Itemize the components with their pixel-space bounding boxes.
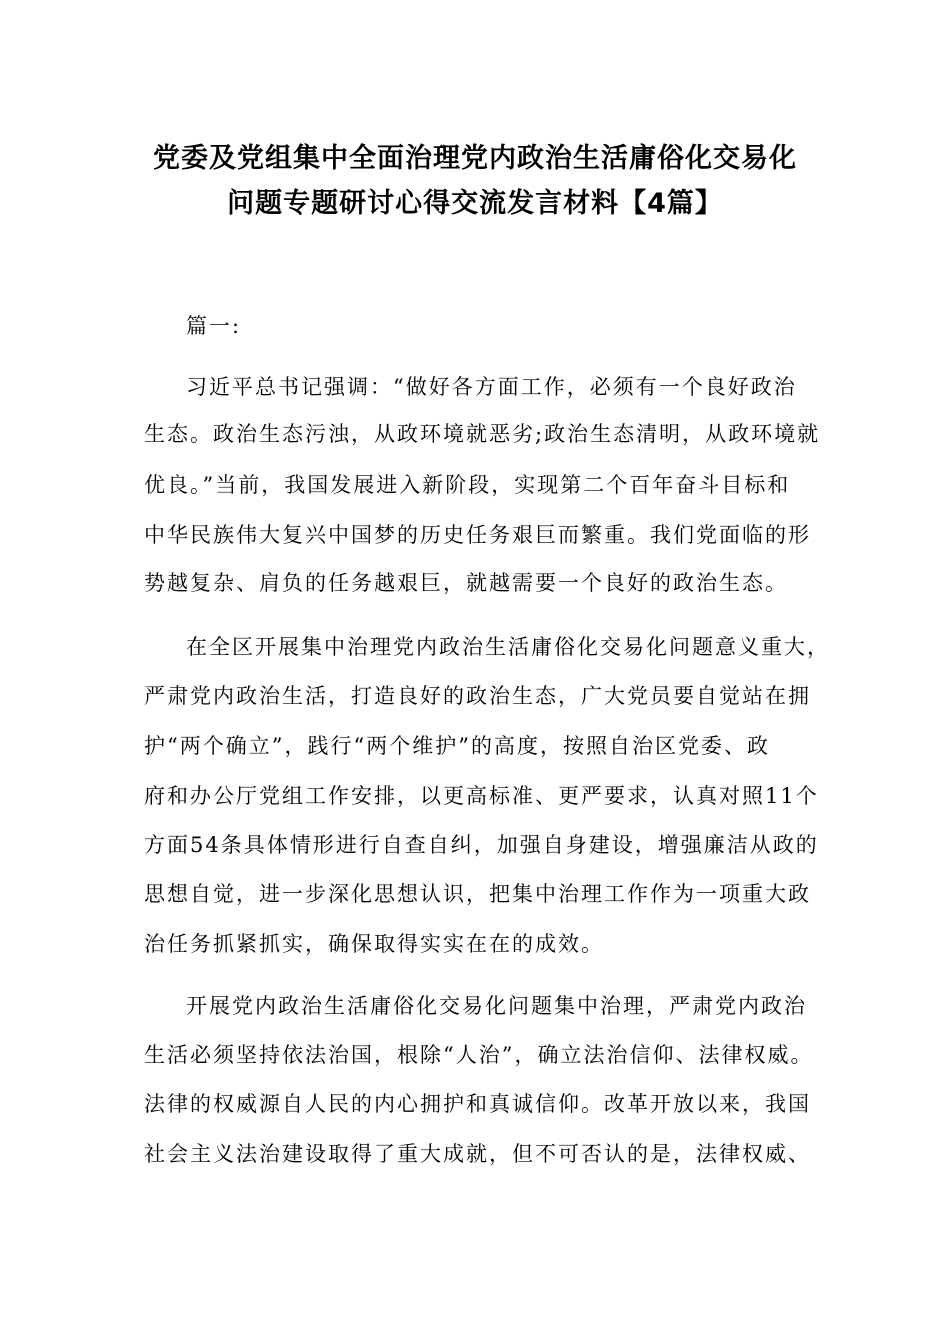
paragraph-3-line-4: 社会主义法治建设取得了重大成就，但不可否认的是，法律权威、 [144,1142,811,1166]
paragraph-3-line-3: 法律的权威源自人民的内心拥护和真诚信仰。改革开放以来，我国 [144,1092,811,1116]
paragraph-1-line-1: 习近平总书记强调：“做好各方面工作，必须有一个良好政治 [186,375,797,399]
paragraph-2-line-7: 治任务抓紧抓实，确保取得实实在在的成效。 [144,932,604,956]
paragraph-2-line-4: 府和办公厅党组工作安排，以更高标准、更严要求，认真对照11个 [144,784,819,808]
paragraph-2-line-5: 方面54条具体情形进行自查自纠，加强自身建设，增强廉洁从政的 [144,833,819,857]
document-title-line-2: 问题专题研讨心得交流发言材料【4篇】 [227,188,723,219]
paragraph-1-line-5: 势越复杂、肩负的任务越艰巨，就越需要一个良好的政治生态。 [144,571,788,595]
paragraph-1-line-2: 生态。政治生态污浊，从政环境就恶劣;政治生态清明，从政环境就 [144,422,821,446]
section-heading: 篇一: [186,314,242,338]
paragraph-2-line-3: 护“两个确立”，践行“两个维护”的高度，按照自治区党委、政 [144,734,770,758]
paragraph-3-line-2: 生活必须坚持依法治国，根除“人治”，确立法治信仰、法律权威。 [144,1043,814,1067]
paragraph-2-line-2: 严肃党内政治生活，打造良好的政治生态，广大党员要自觉站在拥 [144,684,811,708]
paragraph-2-line-1: 在全区开展集中治理党内政治生活庸俗化交易化问题意义重大， [186,635,830,659]
paragraph-1-line-3: 优良。”当前，我国发展进入新阶段，实现第二个百年奋斗目标和 [144,473,791,497]
paragraph-1-line-4: 中华民族伟大复兴中国梦的历史任务艰巨而繁重。我们党面临的形 [144,523,811,547]
paragraph-2-line-6: 思想自觉，进一步深化思想认识，把集中治理工作作为一项重大政 [144,882,811,906]
paragraph-3-line-1: 开展党内政治生活庸俗化交易化问题集中治理，严肃党内政治 [186,994,807,1018]
document-title-line-1: 党委及党组集中全面治理党内政治生活庸俗化交易化 [153,143,797,174]
